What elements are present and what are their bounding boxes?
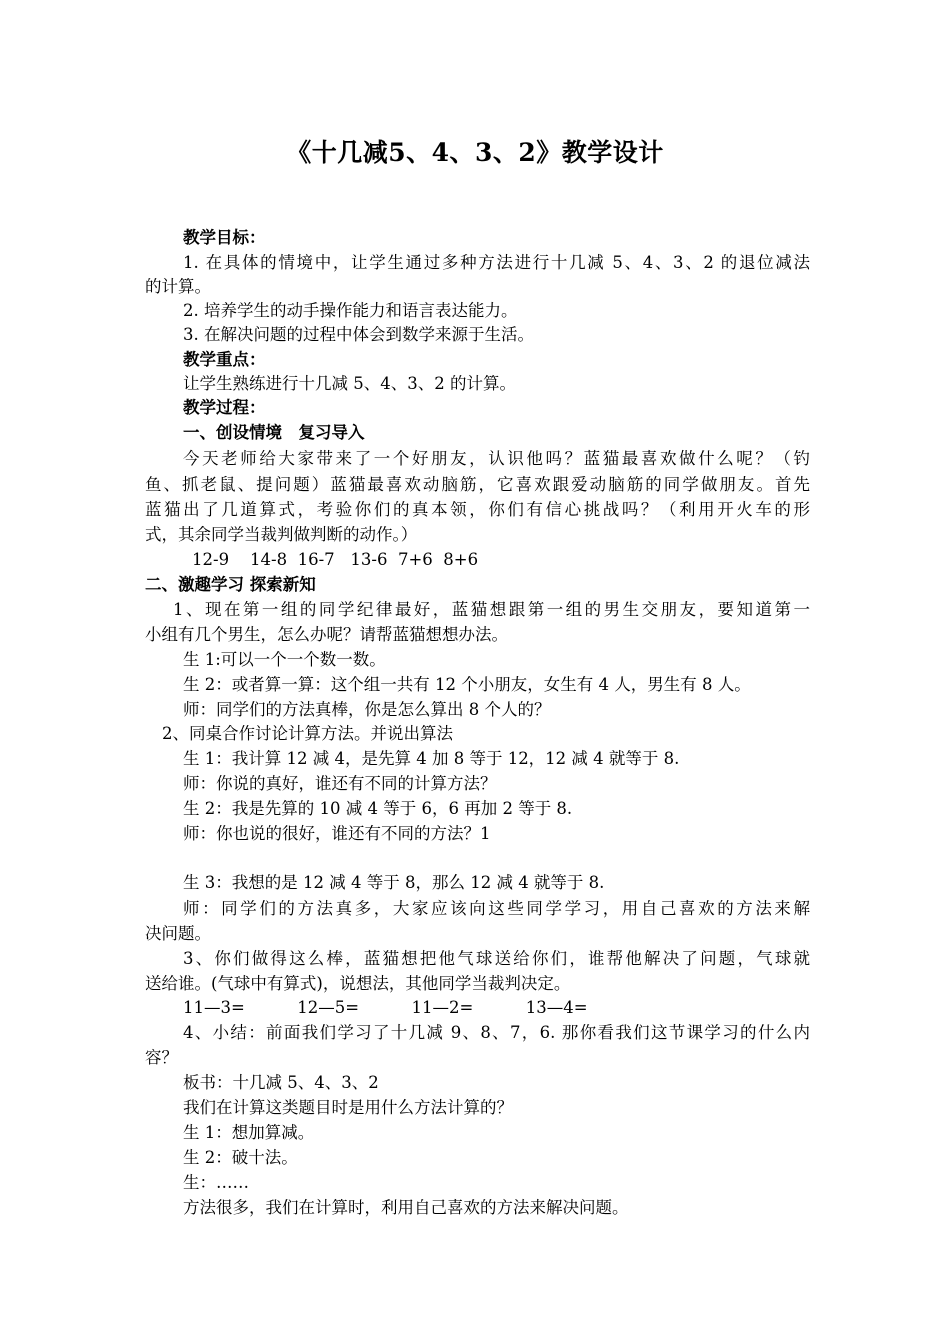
paragraph-line: 2. 培养学生的动手操作能力和语言表达能力。: [183, 301, 518, 320]
paragraph-line: 决问题。: [145, 924, 211, 943]
paragraph-line: 容？: [145, 1048, 178, 1067]
paragraph-line: 的计算。: [145, 277, 211, 296]
dialogue-line: 生 1：想加算减。: [183, 1123, 315, 1142]
equation-row: 11—3= 12—5= 11—2= 13—4=: [183, 998, 588, 1017]
dialogue-line: 生 2：我是先算的 10 减 4 等于 6，6 再加 2 等于 8.: [183, 799, 573, 818]
paragraph-line: 方法很多，我们在计算时，利用自己喜欢的方法来解决问题。: [183, 1198, 629, 1217]
section-heading-1: 一、创设情境 复习导入: [183, 423, 365, 442]
paragraph-line: 鱼、抓老鼠、提问题）蓝猫最喜欢动脑筋，它喜欢跟爱动脑筋的同学做朋友。首先: [145, 475, 810, 494]
paragraph-line: 1、现在第一组的同学纪律最好，蓝猫想跟第一组的男生交朋友，要知道第一: [173, 600, 810, 619]
paragraph-line: 今天老师给大家带来了一个好朋友，认识他吗？蓝猫最喜欢做什么呢？（钓: [183, 449, 810, 468]
paragraph-line: 板书：十几减 5、4、3、2: [183, 1073, 379, 1092]
paragraph-line: 1. 在具体的情境中，让学生通过多种方法进行十几减 5、4、3、2 的退位减法: [183, 253, 810, 272]
paragraph-line: 送给谁。(气球中有算式)，说想法，其他同学当裁判决定。: [145, 974, 571, 993]
dialogue-line: 师：同学们的方法真多，大家应该向这些同学学习，用自己喜欢的方法来解: [183, 899, 810, 918]
dialogue-line: 师：你说的真好，谁还有不同的计算方法？: [183, 774, 497, 793]
dialogue-line: 生 1:可以一个一个数一数。: [183, 650, 386, 669]
heading-process: 教学过程：: [183, 398, 266, 417]
paragraph-line: 我们在计算这类题目时是用什么方法计算的？: [183, 1098, 513, 1117]
heading-objectives: 教学目标：: [183, 228, 266, 247]
dialogue-line: 生：……: [183, 1173, 249, 1192]
paragraph-line: 蓝猫出了几道算式，考验你们的真本领，你们有信心挑战吗？（利用开火车的形: [145, 500, 810, 519]
paragraph-line: 4、小结：前面我们学习了十几减 9、8、7，6. 那你看我们这节课学习的什么内: [183, 1023, 810, 1042]
paragraph-line: 3. 在解决问题的过程中体会到数学来源于生活。: [183, 325, 534, 344]
dialogue-line: 生 2：或者算一算：这个组一共有 12 个小朋友，女生有 4 人，男生有 8 人。: [183, 675, 751, 694]
document-title: 《十几减5、4、3、2》教学设计: [286, 138, 664, 167]
section-heading-2: 二、激趣学习 探索新知: [145, 575, 316, 594]
paragraph-line: 小组有几个男生，怎么办呢？请帮蓝猫想想办法。: [145, 625, 508, 644]
equation-row: 12-9 14-8 16-7 13-6 7+6 8+6: [192, 550, 479, 569]
heading-key-points: 教学重点：: [183, 350, 266, 369]
paragraph-line: 2、同桌合作讨论计算方法。并说出算法: [162, 724, 453, 743]
dialogue-line: 生 1：我计算 12 减 4，是先算 4 加 8 等于 12，12 减 4 就等于 8.: [183, 749, 680, 768]
dialogue-line: 生 3：我想的是 12 减 4 等于 8，那么 12 减 4 就等于 8.: [183, 873, 605, 892]
dialogue-line: 生 2：破十法。: [183, 1148, 298, 1167]
dialogue-line: 师：同学们的方法真棒，你是怎么算出 8 个人的？: [183, 700, 551, 719]
paragraph-line: 3、你们做得这么棒，蓝猫想把他气球送给你们，谁帮他解决了问题，气球就: [183, 949, 810, 968]
paragraph-line: 式，其余同学当裁判做判断的动作。）: [145, 525, 418, 544]
dialogue-line: 师：你也说的很好，谁还有不同的方法？1: [183, 824, 491, 843]
paragraph-line: 让学生熟练进行十几减 5、4、3、2 的计算。: [183, 374, 516, 393]
